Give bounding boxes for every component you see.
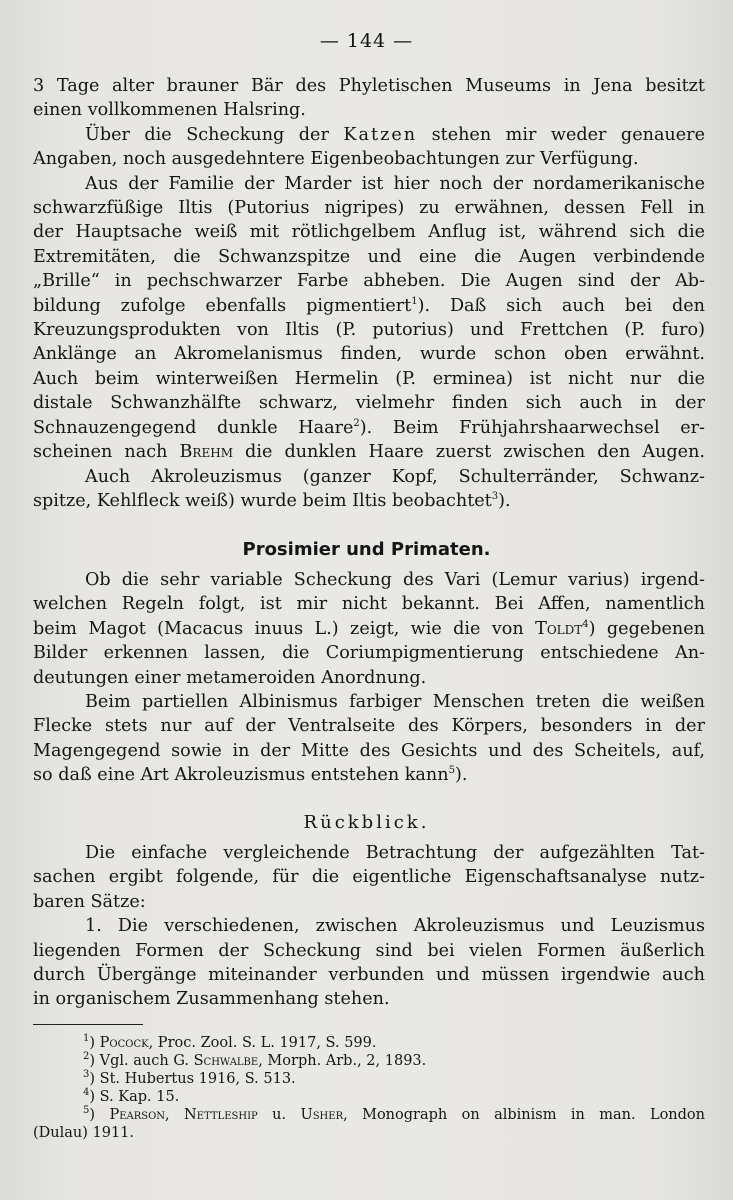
section-primaten (33, 568, 705, 788)
text-line: Beim partiellen Albinismus farbiger Menschen treten die weißen (85, 692, 705, 713)
footnote: $^2$) Vgl. auch G. Schwalbe, Morph. Arb., 2, 1893. (83, 1051, 427, 1070)
author-name: Nettleship (184, 1107, 258, 1124)
text-line: deutungen einer metameroiden Anordnung. (33, 667, 427, 688)
author-name: Usher (300, 1107, 344, 1124)
author-name: Brehm (179, 442, 233, 463)
text-line: der Hauptsache weiß mit rötlichgelbem Anflug ist, während sich die (33, 222, 705, 243)
text-line: Kreuzungsprodukten von Iltis (P. putorius) und Frettchen (P. furo) (33, 320, 705, 341)
author-name: Pearson (109, 1107, 166, 1124)
text-line: Auch Akroleuzismus (ganzer Kopf, Schulterränder, Schwanz- (85, 466, 705, 487)
author-name: Schwalbe (193, 1053, 259, 1070)
text-line: Ob die sehr variable Scheckung des Vari (Lemur varius) irgend- (85, 570, 705, 590)
footnote: $^3$) St. Hubertus 1916, S. 513. (83, 1069, 296, 1088)
text-line: schwarzfüßige Iltis (Putorius nigripes) zu erwähnen, dessen Fell in (33, 198, 705, 219)
paragraph-albinismus (33, 690, 705, 788)
page-number: — 144 — (319, 30, 414, 52)
paragraph-marder (33, 172, 705, 465)
text-line: Auch beim winterweißen Hermelin (P. erminea) ist nicht nur die (33, 368, 705, 389)
text-line: Extremitäten, die Schwanzspitze und eine die Augen verbindende (33, 246, 705, 267)
footnote-marker: 2 (83, 1051, 90, 1063)
text-line: Anklänge an Akromelanismus finden, wurde schon oben erwähnt. (33, 344, 705, 365)
text-line: beim Magot (Macacus inuus L.) zeigt, wie die von Toldt$^4$) gegebenen (33, 618, 705, 639)
footnote: $^5$) Pearson, Nettleship u. Usher, Monograph on albinism in man. London (83, 1105, 705, 1124)
text-line: so daß eine Art Akroleuzismus entstehen kann$^5$). (33, 765, 468, 786)
author-name: Pocock (99, 1035, 149, 1051)
text-line: scheinen nach Brehm die dunklen Haare zuerst zwischen den Augen. (33, 442, 705, 463)
paragraph-baer (33, 74, 705, 123)
text-line: distale Schwanzhälfte schwarz, vielmehr finden sich auch in der (33, 393, 705, 414)
text-line: „Brille“ in pechschwarzer Farbe abheben. Die Augen sind der Ab- (33, 271, 705, 292)
text-line: Die einfache vergleichende Betrachtung der aufgezählten Tat- (85, 843, 705, 863)
paragraph-betrachtung (33, 841, 705, 914)
footnote-marker: 1 (83, 1033, 90, 1045)
text-line: 1. Die verschiedenen, zwischen Akroleuzismus und Leuzismus (85, 916, 705, 937)
paragraph-katzen (33, 123, 705, 172)
footnote-marker: 4 (83, 1087, 90, 1099)
spaced-term: Katzen (343, 124, 418, 145)
text-line: sachen ergibt folgende, für die eigentliche Eigenschaftsanalyse nutz- (33, 867, 705, 888)
footnote-ref: 1 (411, 295, 418, 307)
paragraph-vari (33, 568, 705, 690)
paragraph-satz-1 (33, 914, 705, 1012)
text-line: Schnauzengegend dunkle Haare$^2$). Beim Frühjahrshaarwechsel er- (33, 417, 705, 438)
text-line: bildung zufolge ebenfalls pigmentiert$^1$). Daß sich auch bei den (33, 295, 705, 316)
section-rueckblick (33, 841, 705, 1012)
footnote-ref: 5 (448, 765, 455, 777)
text-line: liegenden Formen der Scheckung sind bei vielen Formen äußerlich (33, 940, 705, 961)
paragraph-akroleuzismus (33, 465, 705, 514)
text-line: Magengegend sowie in der Mitte des Gesichts und des Scheitels, auf, (33, 740, 705, 761)
text-line: 3 Tage alter brauner Bär des Phyletischen Museums in Jena besitzt (33, 76, 705, 96)
text-line: baren Sätze: (33, 891, 146, 912)
footnote-marker: 3 (83, 1069, 90, 1081)
text-line: spitze, Kehlfleck weiß) wurde beim Iltis beobachtet$^3$). (33, 490, 511, 511)
text-line: Flecke stets nur auf der Ventralseite des Körpers, besonders in der (33, 716, 705, 737)
text-line: einen vollkommenen Halsring. (33, 100, 306, 121)
text-line: welchen Regeln folgt, ist mir nicht bekannt. Bei Affen, namentlich (33, 594, 705, 615)
section-subheading: Rückblick. (303, 812, 430, 833)
footnote: $^4$) S. Kap. 15. (83, 1087, 180, 1106)
footnote-divider (33, 1024, 143, 1025)
footnotes (33, 1034, 705, 1143)
text-line: durch Übergänge miteinander verbunden und müssen irgendwie auch (33, 965, 705, 986)
footnote: $^1$) Pocock, Proc. Zool. S. L. 1917, S. 599. (83, 1033, 377, 1051)
author-name: Toldt (535, 618, 583, 639)
text-line: Angaben, noch ausgedehntere Eigenbeobachtungen zur Verfügung. (33, 149, 639, 170)
footnote-marker: 5 (83, 1105, 90, 1117)
footnote-continuation: (Dulau) 1911. (33, 1125, 135, 1142)
text-line: Bilder erkennen lassen, die Coriumpigmentierung entschiedene An- (33, 643, 705, 664)
footnote-ref: 3 (491, 491, 499, 503)
footnote-ref: 4 (582, 618, 589, 630)
section-heading: Prosimier und Primaten. (242, 539, 491, 560)
section-marder (33, 74, 705, 513)
footnote-ref: 2 (353, 417, 360, 429)
text-line: Über die Scheckung der Katzen stehen mir weder genauere (85, 124, 705, 145)
text-line: Aus der Familie der Marder ist hier noch der nordamerikanische (85, 173, 705, 194)
text-line: in organischem Zusammenhang stehen. (33, 989, 390, 1010)
